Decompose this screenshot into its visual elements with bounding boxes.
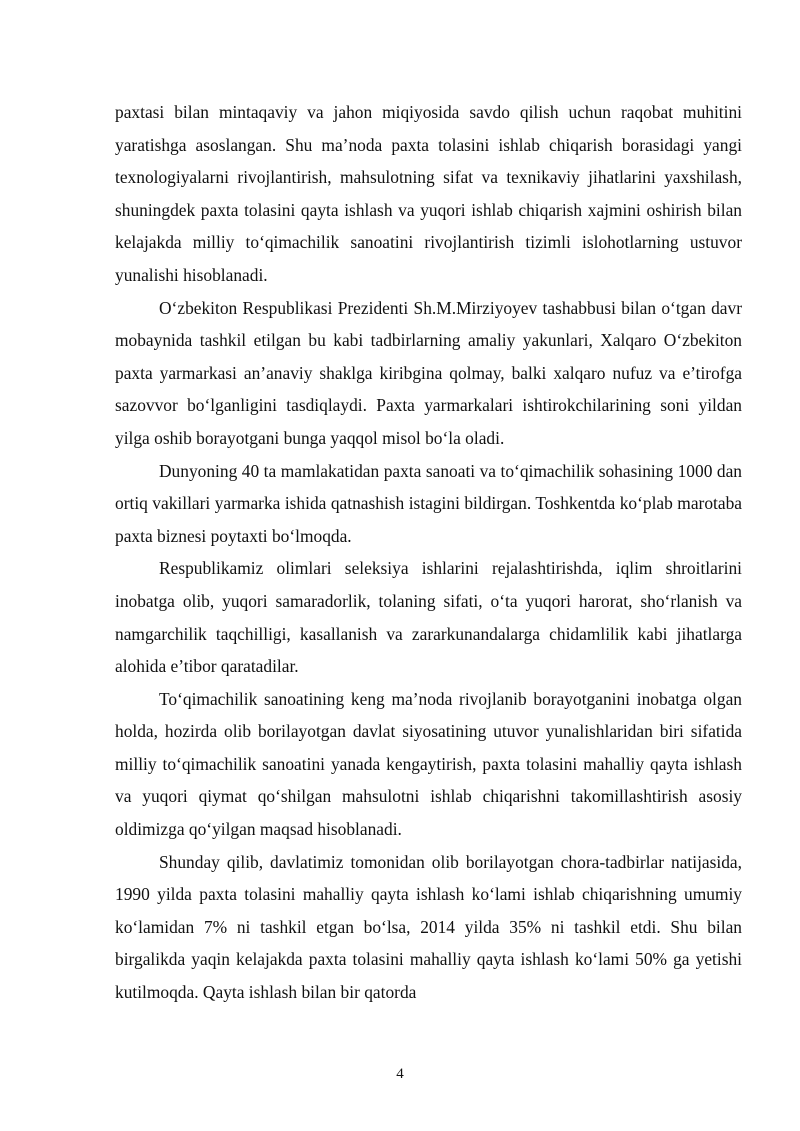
paragraph-4: Respublikamiz olimlari seleksiya ishlarini rejalashtirishda, iqlim shroitlarini inobatga olib, yuqori samaradorlik, tolaning sifati, o‘ta yuqori harorat, sho‘rlanish va namgarchilik taqchilligi, kasallanish va zararkunandalarga chidamlilik kabi jihatlarga alohida e’tibor qaratadilar. [115,558,742,677]
paragraph-1: paxtasi bilan mintaqaviy va jahon miqiyosida savdo qilish uchun raqobat muhitini yaratishga asoslangan. Shu ma’noda paxta tolasini ishlab chiqarish borasidagi yangi texnologiyalarni rivojlantirish, mahsulotning sifat va texnikaviy jihatlarini yaxshilash, shuningdek paxta tolasini qayta ishlash va yuqori ishlab chiqarish xajmini oshirish bilan kelajakda milliy to‘qimachilik sanoatini rivojlantirish tizimli islohotlarning ustuvor yunalishi hisoblanadi. [115,102,742,285]
paragraph-5: To‘qimachilik sanoatining keng ma’noda rivojlanib borayotganini inobatga olgan holda, hozirda olib borilayotgan davlat siyosatining utuvor yunalishlaridan biri sifatida milliy to‘qimachilik sanoatini yanada kengaytirish, paxta tolasini mahalliy qayta ishlash va yuqori qiymat qo‘shilgan mahsulotni ishlab chiqarishni takomillashtirish asosiy oldimizga qo‘yilgan maqsad hisoblanadi. [115,688,742,840]
body-text [115,96,742,1009]
paragraph-6: Shunday qilib, davlatimiz tomonidan olib borilayotgan chora-tadbirlar natijasida, 1990 yilda paxta tolasini mahalliy qayta ishlash ko‘lami ishlab chiqarishning umumiy ko‘lamidan 7% ni tashkil etgan bo‘lsa, 2014 yilda 35% ni tashkil etdi. Shu bilan birgalikda yaqin kelajakda paxta tolasini mahalliy qayta ishlash ko‘lami 50% ga yetishi kutilmoqda. Qayta ishlash bilan bir qatorda [115,851,742,1003]
page-number: 4 [396,1066,404,1082]
paragraph-3: Dunyoning 40 ta mamlakatidan paxta sanoati va to‘qimachilik sohasining 1000 dan ortiq vakillari yarmarka ishida qatnashish istagini bildirgan. Toshkentda ko‘plab marotaba paxta biznesi poytaxti bo‘lmoqda. [115,460,742,546]
paragraph-2: O‘zbekiton Respublikasi Prezidenti Sh.M.Mirziyoyev tashabbusi bilan o‘tgan davr mobaynida tashkil etilgan bu kabi tadbirlarning amaliy yakunlari, Xalqaro O‘zbekiton paxta yarmarkasi an’anaviy shaklga kiribgina qolmay, balki xalqaro nufuz va e’tirofga sazovvor bo‘lganligini tasdiqlaydi. Paxta yarmarkalari ishtirokchilarining soni yildan yilga oshib borayotgani bunga yaqqol misol bo‘la oladi. [115,297,742,448]
